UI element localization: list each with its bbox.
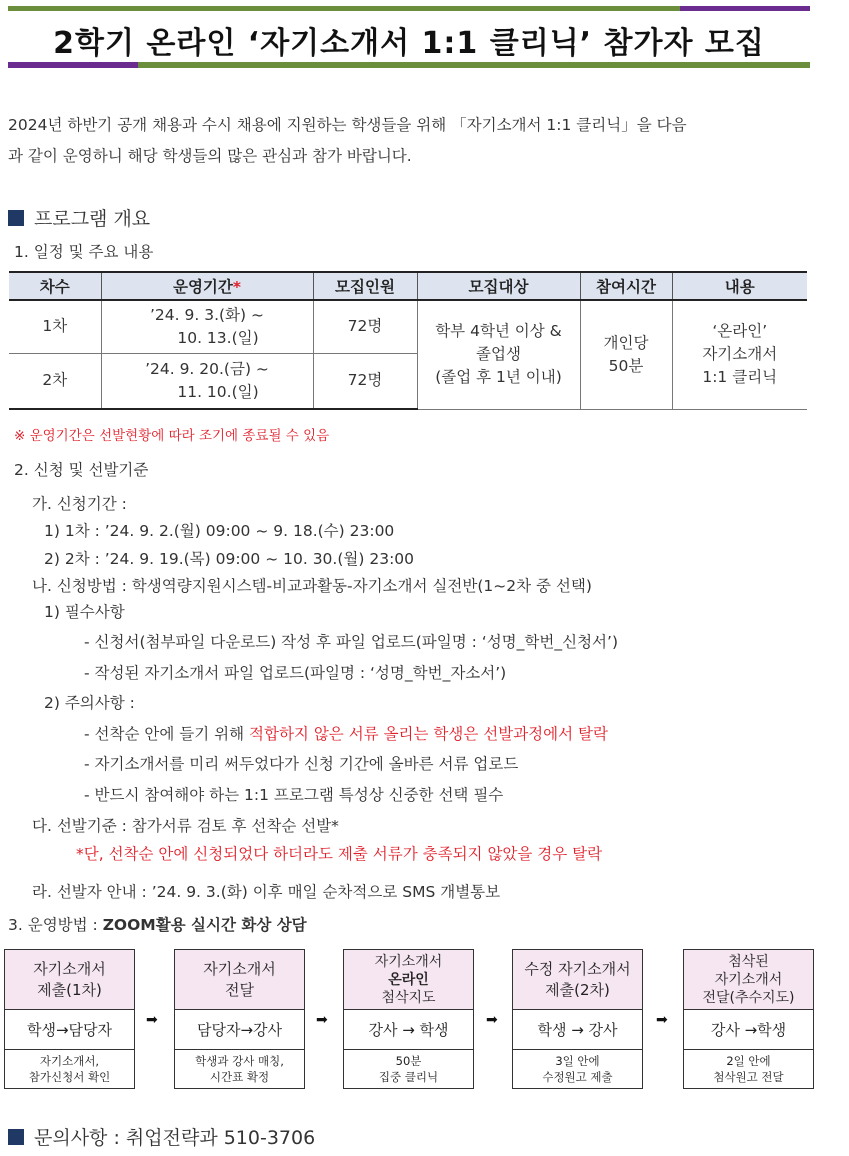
- caution-item-3: - 반드시 참여해야 하는 1:1 프로그램 특성상 신중한 선택 필수: [84, 786, 504, 804]
- flow-step-title: 첨삭된 자기소개서 전달(추수지도): [684, 950, 813, 1010]
- section-title: 프로그램 개요: [34, 208, 151, 230]
- title-banner: [8, 6, 810, 68]
- square-bullet-icon: [8, 210, 24, 226]
- selection-criteria: 다. 선발기준 : 참가서류 검토 후 선착순 선발*: [32, 817, 339, 835]
- intro-paragraph: [8, 110, 818, 172]
- section-program-overview: [8, 204, 150, 231]
- required-heading: 1) 필수사항: [44, 603, 125, 621]
- flow-step-detail: 학생과 강사 매칭, 시간표 확정: [195, 1054, 284, 1084]
- flow-step-title: 자기소개서 전달: [175, 950, 304, 1010]
- flow-step-actor: 강사 → 학생: [344, 1010, 473, 1050]
- flow-step-title: 자기소개서 온라인 첨삭지도: [344, 950, 473, 1010]
- flow-step-4: [512, 949, 643, 1089]
- required-item-2: - 작성된 자기소개서 파일 업로드(파일명 : ‘성명_학번_자소서’): [84, 664, 507, 682]
- count-cell: 72명: [313, 300, 417, 353]
- contact-text: 문의사항 : 취업전략과 510-3706: [34, 1127, 316, 1149]
- content-cell: ‘온라인’ 자기소개서 1:1 클리닉: [672, 300, 807, 409]
- col-header-round: 차수: [9, 272, 101, 300]
- flow-step-2: [174, 949, 305, 1089]
- caution-warning: 적합하지 않은 서류 올리는 학생은 선발과정에서 탈락: [249, 725, 608, 743]
- item-1-heading: 1. 일정 및 주요 내용: [14, 243, 154, 261]
- flow-step-actor: 담당자→강사: [175, 1010, 304, 1050]
- flow-step-actor: 학생→담당자: [5, 1010, 134, 1050]
- title-top-accent: [680, 6, 810, 11]
- flow-step-title: 자기소개서 제출(1차): [5, 950, 134, 1010]
- flow-step-5: [683, 949, 814, 1089]
- col-header-content: 내용: [672, 272, 807, 300]
- caution-item-1: - 선착순 안에 들기 위해 적합하지 않은 서류 올리는 학생은 선발과정에서 탈락: [84, 725, 608, 743]
- square-bullet-icon: [8, 1129, 24, 1145]
- page-title: 2학기 온라인 ‘자기소개서 1:1 클리닉’ 참가자 모집: [53, 26, 765, 61]
- period-cell: ’24. 9. 3.(화) ~ 10. 13.(일): [101, 300, 313, 353]
- arrow-right-icon: ➡: [486, 1012, 498, 1028]
- item-2-heading: 2. 신청 및 선발기준: [14, 461, 149, 479]
- col-header-time: 참여시간: [580, 272, 672, 300]
- arrow-right-icon: ➡: [146, 1012, 158, 1028]
- schedule-note: ※ 운영기간은 선발현황에 따라 조기에 종료될 수 있음: [14, 428, 330, 444]
- table-row: [9, 300, 807, 353]
- header-asterisk: *: [232, 278, 241, 296]
- round-cell: 1차: [9, 300, 101, 353]
- intro-line-1: 2024년 하반기 공개 채용과 수시 채용에 지원하는 학생들을 위해 「자기소개서 1:1 클리닉」을 다음: [8, 116, 687, 134]
- apply-period-2: 2) 2차 : ’24. 9. 19.(목) 09:00 ~ 10. 30.(월) 23:00: [44, 550, 415, 568]
- flow-step-actor: 학생 → 강사: [513, 1010, 642, 1050]
- flow-step-detail: 50분 집중 클리닉: [378, 1054, 439, 1084]
- caution-heading: 2) 주의사항 :: [44, 694, 135, 712]
- flow-step-1: [4, 949, 135, 1089]
- title-bottom-accent: [8, 62, 138, 68]
- period-cell: ’24. 9. 20.(금) ~ 11. 10.(일): [101, 353, 313, 409]
- section-contact: [8, 1123, 315, 1150]
- col-header-target: 모집대상: [417, 272, 580, 300]
- time-cell: 개인당 50분: [580, 300, 672, 409]
- apply-period-heading: 가. 신청기간 :: [32, 495, 127, 513]
- col-header-period: 운영기간*: [101, 272, 313, 300]
- flow-step-detail: 3일 안에 수정원고 제출: [542, 1054, 613, 1084]
- item-3-heading: 3. 운영방법 : ZOOM활용 실시간 화상 상담: [8, 916, 307, 934]
- intro-line-2: 과 같이 운영하니 해당 학생들의 많은 관심과 참가 바랍니다.: [8, 147, 412, 165]
- apply-period-1: 1) 1차 : ’24. 9. 2.(월) 09:00 ~ 9. 18.(수) 23:00: [44, 522, 395, 540]
- flow-step-actor: 강사 →학생: [684, 1010, 813, 1050]
- required-item-1: - 신청서(첨부파일 다운로드) 작성 후 파일 업로드(파일명 : ‘성명_학번_신청서’): [84, 633, 618, 651]
- arrow-right-icon: ➡: [656, 1012, 668, 1028]
- schedule-table: [9, 271, 807, 410]
- flow-step-3: [343, 949, 474, 1089]
- count-cell: 72명: [313, 353, 417, 409]
- table-header-row: [9, 272, 807, 300]
- selection-note: *단, 선착순 안에 신청되었다 하더라도 제출 서류가 충족되지 않았을 경우 탈락: [76, 845, 603, 863]
- flow-step-detail: 2일 안에 첨삭원고 전달: [713, 1054, 784, 1084]
- apply-method: 나. 신청방법 : 학생역량지원시스템-비교과활동-자기소개서 실전반(1~2차 중 선택): [32, 577, 592, 595]
- flow-step-detail: 자기소개서, 참가신청서 확인: [28, 1054, 111, 1084]
- flow-step-title: 수정 자기소개서 제출(2차): [513, 950, 642, 1010]
- selection-notice: 라. 선발자 안내 : ’24. 9. 3.(화) 이후 매일 순차적으로 SMS 개별통보: [32, 883, 501, 901]
- caution-item-2: - 자기소개서를 미리 써두었다가 신청 기간에 올바른 서류 업로드: [84, 755, 519, 773]
- round-cell: 2차: [9, 353, 101, 409]
- target-cell: 학부 4학년 이상 & 졸업생 (졸업 후 1년 이내): [417, 300, 580, 409]
- col-header-count: 모집인원: [313, 272, 417, 300]
- arrow-right-icon: ➡: [316, 1012, 328, 1028]
